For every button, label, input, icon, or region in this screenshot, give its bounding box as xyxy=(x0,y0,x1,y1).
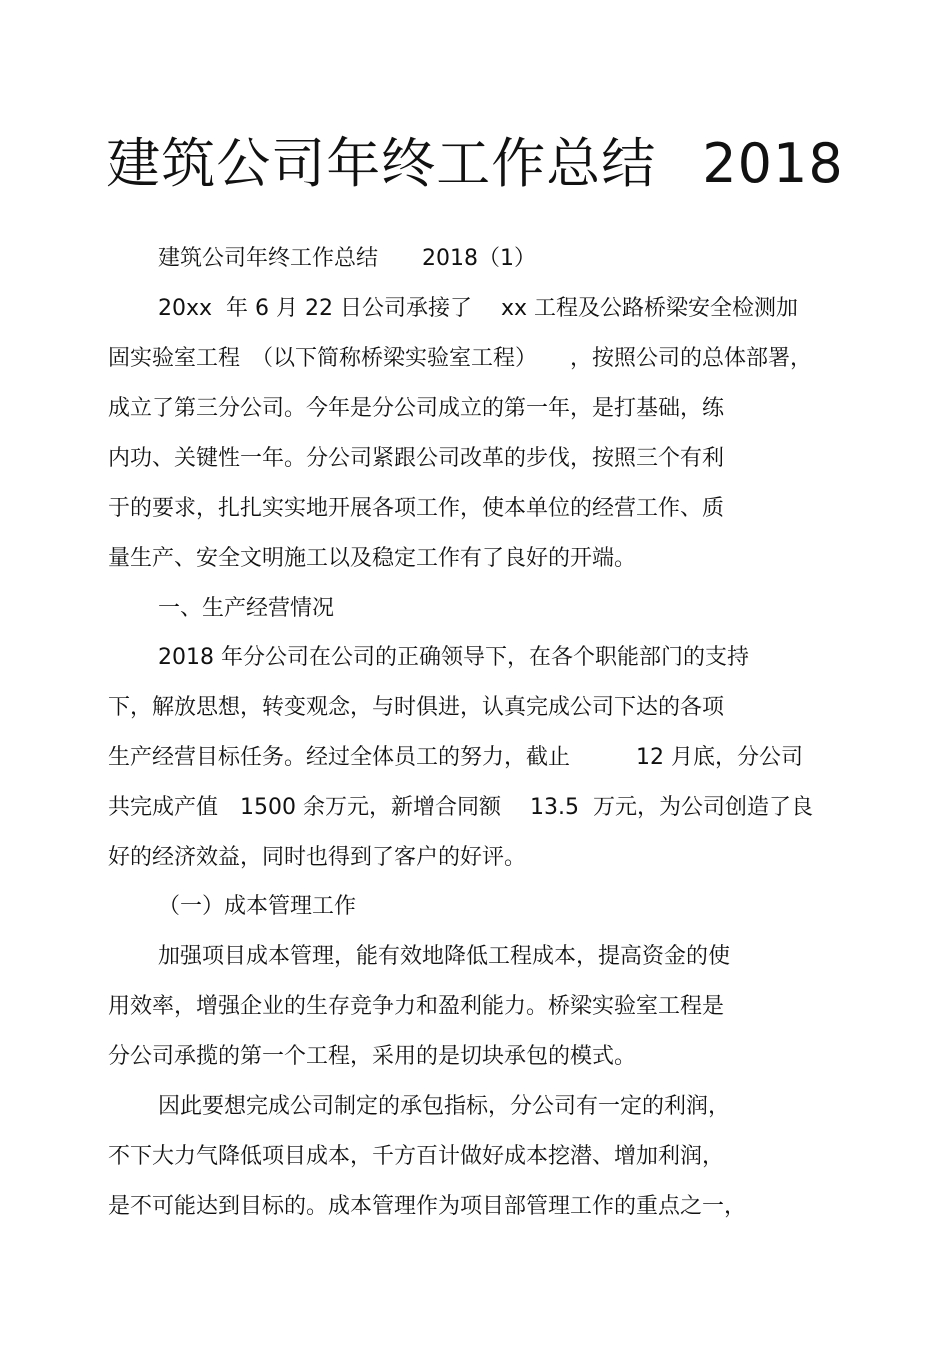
paragraph-line: 成立了第三分公司。今年是分公司成立的第一年，是打基础，练 xyxy=(108,396,725,421)
title-text: 建筑公司年终工作总结 xyxy=(106,132,657,195)
subsection-heading: （一）成本管理工作 xyxy=(158,894,357,919)
paragraph-line: 加强项目成本管理，能有效地降低工程成本，提高资金的使 xyxy=(158,944,731,969)
paragraph-line: 因此要想完成公司制定的承包指标，分公司有一定的利润， xyxy=(158,1094,731,1119)
paragraph-line: 好的经济效益，同时也得到了客户的好评。 xyxy=(108,845,527,870)
paragraph-line: 生产经营目标任务。经过全体员工的努力，截止 12 月底，分公司 xyxy=(108,745,803,770)
paragraph-line: 内功、关键性一年。分公司紧跟公司改革的步伐，按照三个有利 xyxy=(108,446,725,471)
paragraph-line: 是不可能达到目标的。成本管理作为项目部管理工作的重点之一， xyxy=(108,1194,747,1219)
paragraph-line: 20xx 年 6 月 22 日公司承接了 xx 工程及公路桥梁安全检测加 xyxy=(158,296,799,321)
paragraph-line: 共完成产值 1500 余万元，新增合同额 13.5 万元，为公司创造了良 xyxy=(108,795,813,820)
document-title xyxy=(0,128,950,200)
paragraph-line: 用效率，增强企业的生存竞争力和盈利能力。桥梁实验室工程是 xyxy=(108,994,725,1019)
paragraph-line: 分公司承揽的第一个工程，采用的是切块承包的模式。 xyxy=(108,1044,637,1069)
paragraph-line: 固实验室工程 （以下简称桥梁实验室工程） ，按照公司的总体部署， xyxy=(108,346,813,371)
section-heading: 一、生产经营情况 xyxy=(158,596,335,621)
paragraph-line: 于的要求，扎扎实实地开展各项工作，使本单位的经营工作、质 xyxy=(108,496,725,521)
paragraph-line: 2018 年分公司在公司的正确领导下，在各个职能部门的支持 xyxy=(158,645,749,670)
subtitle-line: 建筑公司年终工作总结 2018（1） xyxy=(158,246,536,271)
paragraph-line: 下，解放思想，转变观念，与时俱进，认真完成公司下达的各项 xyxy=(108,695,725,720)
paragraph-line: 不下大力气降低项目成本，千方百计做好成本挖潜、增加利润， xyxy=(108,1144,725,1169)
paragraph-line: 量生产、安全文明施工以及稳定工作有了良好的开端。 xyxy=(108,546,637,571)
title-year: 2018 xyxy=(702,132,844,195)
